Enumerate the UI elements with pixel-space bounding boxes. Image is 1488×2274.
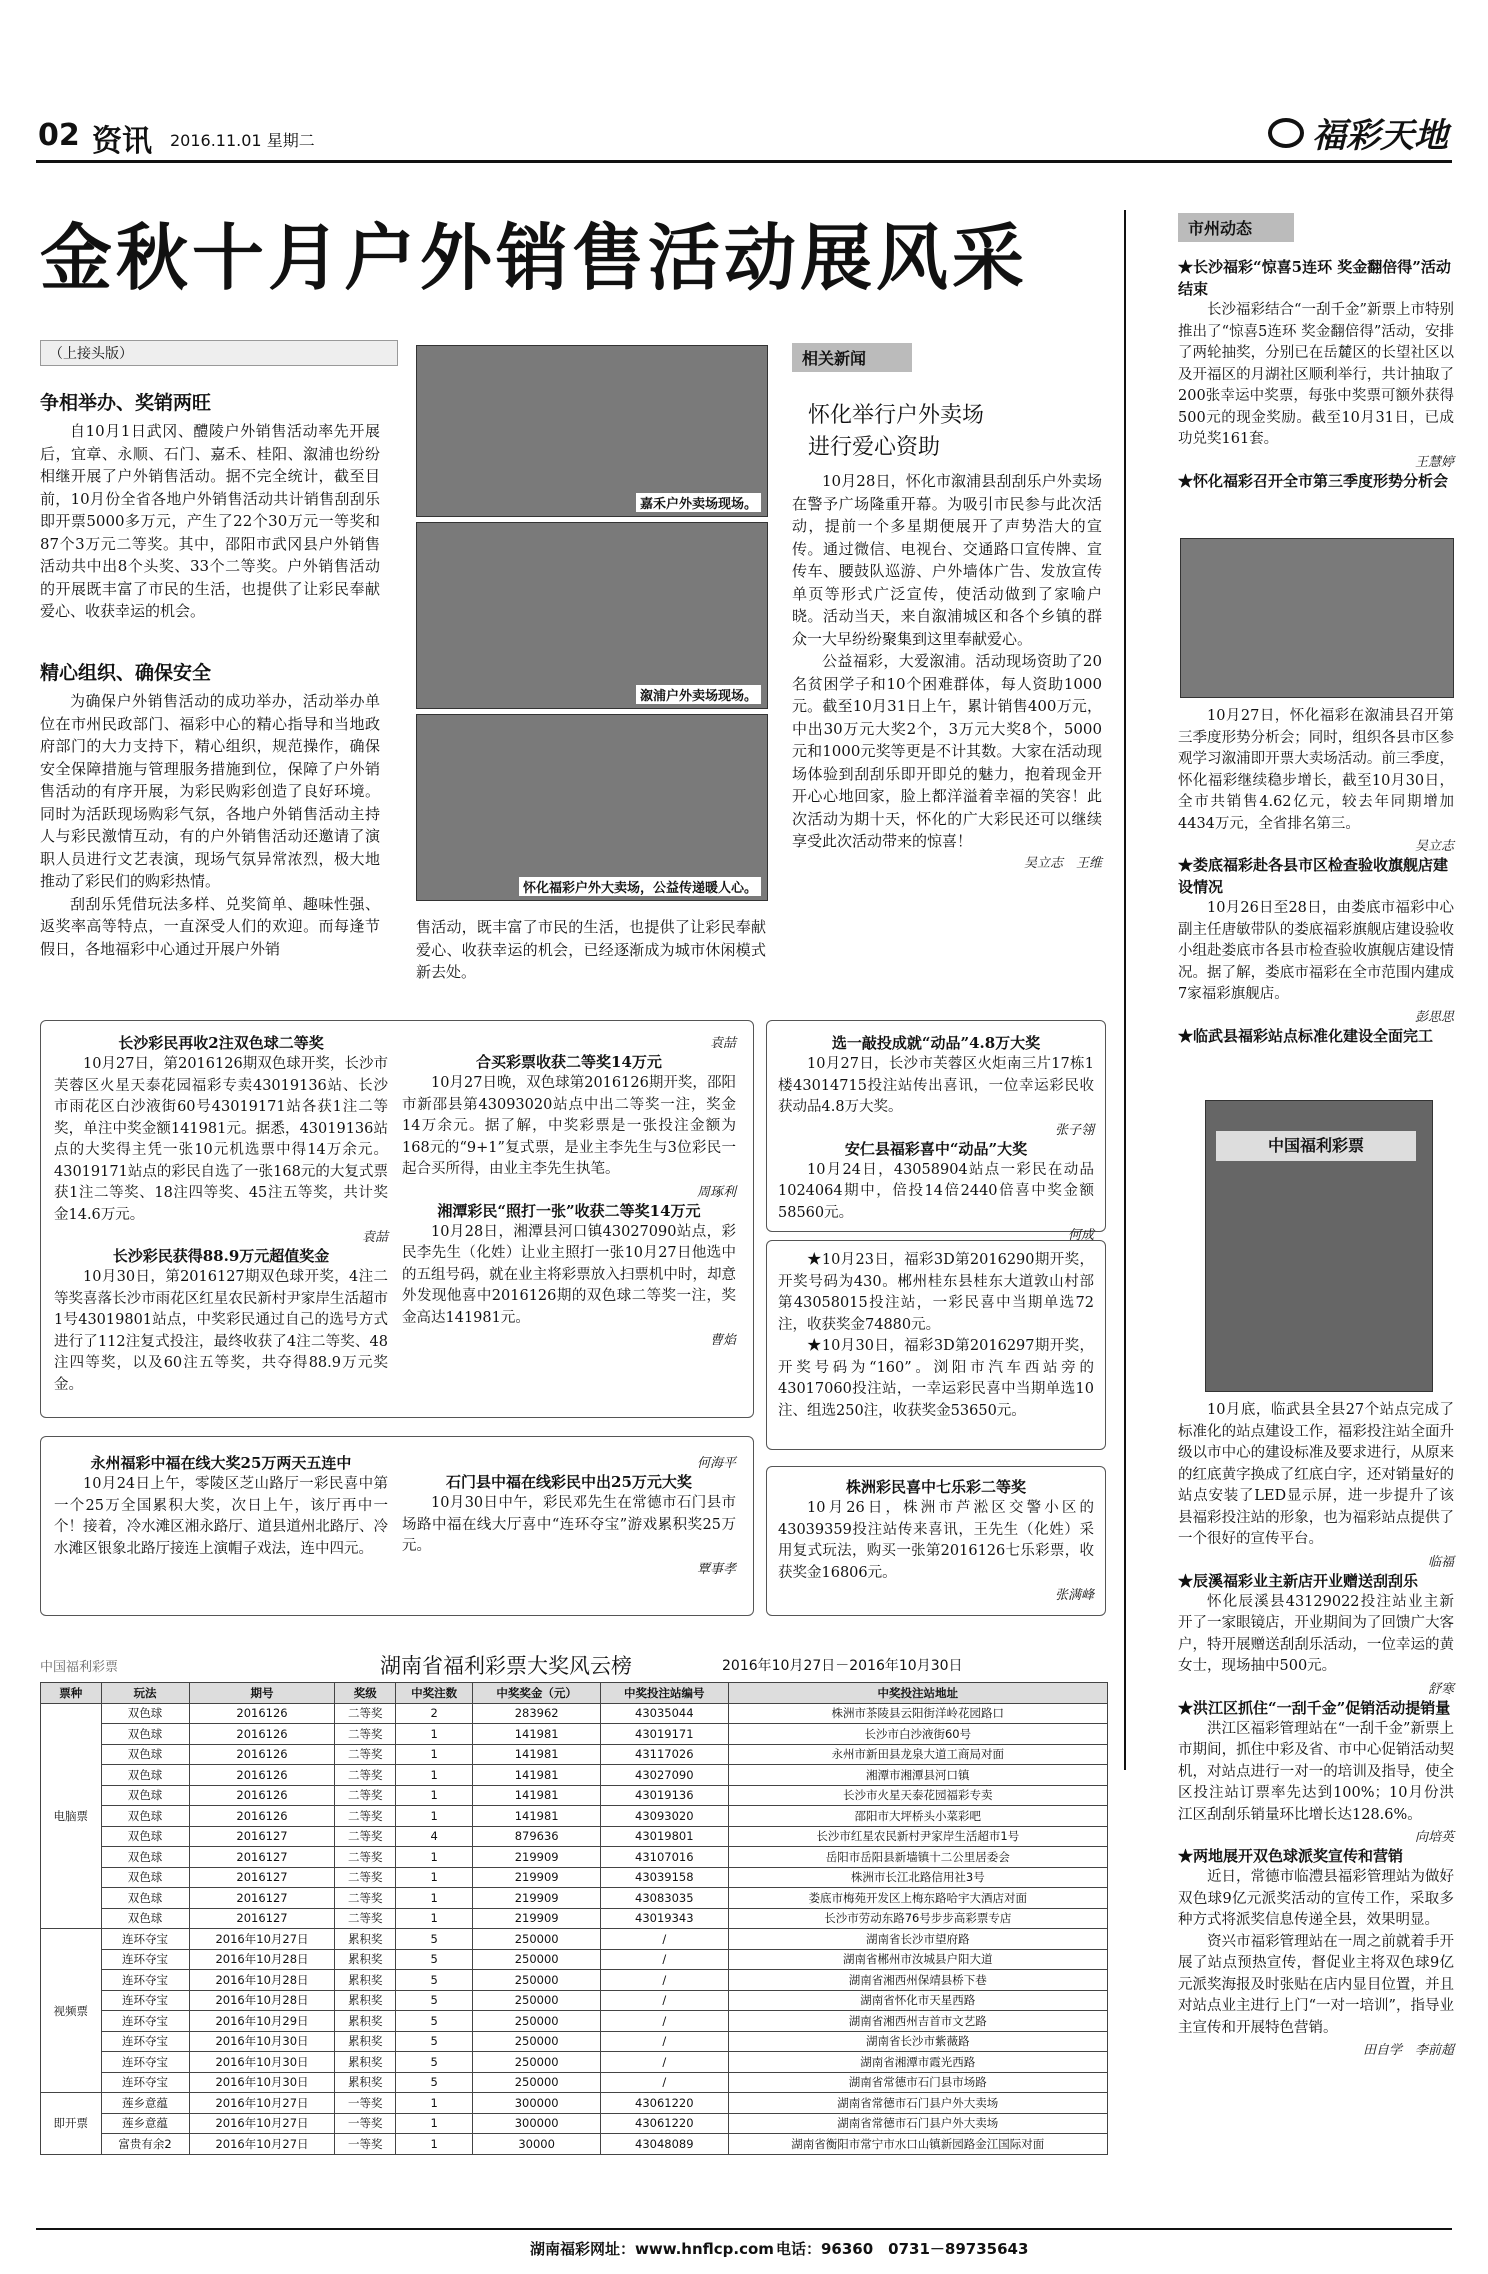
lottery-table — [40, 1682, 1108, 2155]
table-cell: / — [600, 2011, 728, 2032]
column-divider — [1124, 210, 1126, 1770]
table-cell: 双色球 — [101, 1785, 189, 1806]
table-row — [41, 1929, 1108, 1950]
table-cell: 富贵有余2 — [101, 2134, 189, 2155]
table-cell: 5 — [396, 1990, 473, 2011]
table-row — [41, 1826, 1108, 1847]
table-header-cell: 玩法 — [101, 1683, 189, 1704]
table-cell: 5 — [396, 1970, 473, 1991]
table-cell: 5 — [396, 2031, 473, 2052]
continued-tag: （上接头版） — [40, 340, 398, 366]
table-cell: 2016年10月30日 — [189, 2072, 335, 2093]
table-cell: 1 — [396, 2113, 473, 2134]
table-cell: 二等奖 — [335, 1826, 396, 1847]
news-3d-body: ★10月23日，福彩3D第2016290期开奖，开奖号码为430。郴州桂东县桂东大道敦山村部第43058015投注站，一彩民喜中当期单选72注，收获奖金74880元。 ★10月30日，福彩3D第2016297期开奖，开奖号码为“160”。浏阳市汽车西站旁的43017060投注站，一幸运彩民喜中当期单选10注、组选250注，收获奖金53650元。 — [778, 1252, 1094, 1419]
ticket-type-cell: 即开票 — [41, 2093, 102, 2155]
lead-subhead-2: 精心组织、确保安全 — [40, 662, 212, 684]
table-cell: 累积奖 — [335, 2052, 396, 2073]
table-cell: 双色球 — [101, 1847, 189, 1868]
table-header-cell: 中奖注数 — [396, 1683, 473, 1704]
table-row — [41, 2134, 1108, 2155]
table-row — [41, 2113, 1108, 2134]
table-cell: 一等奖 — [335, 2093, 396, 2114]
table-cell: 长沙市白沙液街60号 — [728, 1724, 1107, 1745]
news-left-col2: 袁喆 合买彩票收获二等奖14万元 10月27日晚，双色球第2016126期开奖，邵阳市新邵县第43093020站点中出二等奖一注，奖金14万余元。据了解，中奖彩票是一张投注金额为168元的“9+1”复式票，是业主李先生与3位彩民一起合买所得，由业主李先生执笔。 周琢利 湘潭彩民“照打一张”收获二等奖14万元 10月28日，湘潭县河口镇43027090站点，彩民李先生（化姓）让业主照打一张10月27日他选中的五组号码，就在业主将彩票放入扫票机中时，却意外发现他喜中2016126期的双色球二等奖一注，奖金高达141981元。 曹焰 — [402, 1036, 736, 1348]
table-cell: 湖南省湘潭市霞光西路 — [728, 2052, 1107, 2073]
table-cell: 2016年10月27日 — [189, 1929, 335, 1950]
table-cell: 43061220 — [600, 2113, 728, 2134]
lead-subhead-1: 争相举办、奖销两旺 — [40, 392, 212, 414]
table-cell: / — [600, 2052, 728, 2073]
news-bottom-col1: 永州福彩中福在线大奖25万两天五连中 10月24日上午，零陵区芝山路厅一彩民喜中第一个25万全国累积大奖，次日上午，该厅再中一个！接着，冷水滩区湘永路厅、道县道州北路厅、冷水滩区银象北路厅接连上演帽子戏法，连中四元。 — [54, 1454, 388, 1557]
table-cell: 2016126 — [189, 1765, 335, 1786]
table-cell: 双色球 — [101, 1724, 189, 1745]
table-cell: 43019136 — [600, 1785, 728, 1806]
table-cell: 1 — [396, 1908, 473, 1929]
table-row — [41, 1724, 1108, 1745]
table-cell: 1 — [396, 2134, 473, 2155]
table-row — [41, 2072, 1108, 2093]
table-cell: / — [600, 1970, 728, 1991]
table-cell: 湖南省衡阳市常宁市水口山镇新园路金江国际对面 — [728, 2134, 1107, 2155]
table-cell: 43039158 — [600, 1867, 728, 1888]
table-cell: 1 — [396, 1744, 473, 1765]
table-cell: 219909 — [473, 1908, 601, 1929]
table-row — [41, 1703, 1108, 1724]
table-cell: 湖南省常德市石门县户外大卖场 — [728, 2113, 1107, 2134]
table-cell: 双色球 — [101, 1826, 189, 1847]
table-cell: 长沙市红星农民新村尹家岸生活超市1号 — [728, 1826, 1107, 1847]
table-cell: 连环夺宝 — [101, 2052, 189, 2073]
table-cell: 43019801 — [600, 1826, 728, 1847]
table-row — [41, 1765, 1108, 1786]
sidebar-block-3: 10月底，临武县全县27个站点完成了标准化的站点建设工作，福彩投注站全面升级以市中心的建设标准及要求进行，从原来的红底黄字换成了红底白字，还对销量好的站点安装了LED显示屏，进一步提升了该县福彩投注站的形象，也为福彩站点提供了一个很好的宣传平台。 临福 ★辰溪福彩业主新店开业赠送刮刮乐 怀化辰溪县43129022投注站业主新开了一家眼镜店，开业期间为了回馈广大客户，特开展赠送刮刮乐活动，一位幸运的黄女士，现场抽中500元。 舒寒 ★洪江区抓住“一刮千金”促销活动提销量 洪江区福彩管理站在“一刮千金”新票上市期间，抓住中彩及省、市中心促销活动契机，对站点进行一对一的培训及指导，使全区投注站订票率先达到100%；10月份洪江区刮刮乐销量环比增长达128.6%。 向培英 ★两地展开双色球派奖宣传和营销 近日，常德市临澧县福彩管理站为做好双色球9亿元派奖活动的宣传工作，采取多种方式将派奖信息传递全县，效果明显。 资兴市福彩管理站在一周之前就着手开展了站点预热宣传，督促业主将双色球9亿元派奖海报及时张贴在店内显目位置，并且对站点业主进行上门“一对一培训”，指导业主宣传和开展特色营销。 田自学 李前超 — [1178, 1402, 1454, 2058]
table-header-cell: 奖级 — [335, 1683, 396, 1704]
table-cell: 2016126 — [189, 1703, 335, 1724]
photo-meeting — [1180, 538, 1454, 698]
table-cell: / — [600, 1949, 728, 1970]
ticket-type-cell: 视频票 — [41, 1929, 102, 2093]
table-cell: 141981 — [473, 1785, 601, 1806]
table-cell: 二等奖 — [335, 1908, 396, 1929]
table-cell: 219909 — [473, 1888, 601, 1909]
table-row — [41, 1990, 1108, 2011]
table-cell: 2016年10月28日 — [189, 1970, 335, 1991]
table-row — [41, 1970, 1108, 1991]
table-cell: 湖南省常德市石门县户外大卖场 — [728, 2093, 1107, 2114]
sidebar-block-2: 10月27日，怀化福彩在溆浦县召开第三季度形势分析会；同时，组织各县市区参观学习溆浦即开票大卖场活动。前三季度，怀化福彩继续稳步增长，截至10月30日，全市共销售4.62亿元，较去年同期增加4434万元，全省排名第三。 吴立志 ★娄底福彩赴各县市区检查验收旗舰店建设情况 10月26日至28日，由娄底市福彩中心副主任唐敏带队的娄底福彩旗舰店建设验收小组赴娄底市各县市检查验收旗舰店建设情况。据了解，娄底市福彩在全市范围内建成7家福彩旗舰店。 彭思思 ★临武县福彩站点标准化建设全面完工 — [1178, 708, 1454, 1045]
table-cell: 5 — [396, 1949, 473, 1970]
table-cell: 连环夺宝 — [101, 2072, 189, 2093]
table-cell: 二等奖 — [335, 1724, 396, 1745]
table-cell: 2016年10月27日 — [189, 2093, 335, 2114]
table-cell: 1 — [396, 1888, 473, 1909]
table-cell: 2016年10月30日 — [189, 2052, 335, 2073]
table-cell: / — [600, 1929, 728, 1950]
table-cell: 141981 — [473, 1765, 601, 1786]
table-row — [41, 1744, 1108, 1765]
table-cell: 双色球 — [101, 1806, 189, 1827]
table-cell: 2016127 — [189, 1826, 335, 1847]
table-cell: 双色球 — [101, 1744, 189, 1765]
table-cell: / — [600, 1990, 728, 2011]
table-cell: 141981 — [473, 1724, 601, 1745]
table-row — [41, 1785, 1108, 1806]
table-cell: 43019171 — [600, 1724, 728, 1745]
table-cell: 湘潭市湘潭县河口镇 — [728, 1765, 1107, 1786]
table-cell: 二等奖 — [335, 1765, 396, 1786]
table-header-cell: 中奖投注站地址 — [728, 1683, 1107, 1704]
table-cell: 累积奖 — [335, 1990, 396, 2011]
table-cell: 5 — [396, 2011, 473, 2032]
table-row — [41, 2093, 1108, 2114]
table-cell: 43117026 — [600, 1744, 728, 1765]
photo-jiahe — [416, 345, 768, 517]
table-cell: 二等奖 — [335, 1867, 396, 1888]
table-cell: 43035044 — [600, 1703, 728, 1724]
logo-text: 福彩天地 — [1312, 116, 1448, 156]
table-cell: 5 — [396, 1929, 473, 1950]
table-cell: 累积奖 — [335, 2072, 396, 2093]
table-row — [41, 1908, 1108, 1929]
sidebar-block-1: ★长沙福彩“惊喜5连环 奖金翻倍得”活动结束 长沙福彩结合“一刮千金”新票上市特别推出了“惊喜5连环 奖金翻倍得”活动，安排了两轮抽奖，分别已在岳麓区的长望社区以及开福区的月湖社区顺利举行，共计抽取了200张幸运中奖票，每张中奖票可额外获得500元的现金奖励。截至10月31日，已成功兑奖161套。 王慧婷 ★怀化福彩召开全市第三季度形势分析会 — [1178, 258, 1454, 490]
table-cell: 双色球 — [101, 1867, 189, 1888]
table-cell: 43061220 — [600, 2093, 728, 2114]
section-title: 资讯 — [92, 124, 152, 159]
photo-caption: 嘉禾户外卖场现场。 — [636, 493, 761, 512]
table-cell: 2016年10月27日 — [189, 2134, 335, 2155]
table-cell: / — [600, 2031, 728, 2052]
table-logo: 中国福利彩票 — [40, 1659, 119, 1675]
table-cell: 2016126 — [189, 1744, 335, 1765]
table-cell: 莲乡意蕴 — [101, 2113, 189, 2134]
table-row — [41, 2011, 1108, 2032]
table-cell: 43083035 — [600, 1888, 728, 1909]
table-cell: 43107016 — [600, 1847, 728, 1868]
table-cell: 4 — [396, 1826, 473, 1847]
table-cell: 2 — [396, 1703, 473, 1724]
page-number: 02 — [38, 118, 80, 153]
table-cell: 250000 — [473, 1970, 601, 1991]
table-cell: 300000 — [473, 2113, 601, 2134]
table-cell: 二等奖 — [335, 1785, 396, 1806]
table-cell: 长沙市劳动东路76号步步高彩票专店 — [728, 1908, 1107, 1929]
table-cell: 连环夺宝 — [101, 2011, 189, 2032]
table-cell: 300000 — [473, 2093, 601, 2114]
header-rule — [36, 160, 1452, 163]
table-cell: 湖南省湘西州保靖县桥下巷 — [728, 1970, 1107, 1991]
table-cell: 莲乡意蕴 — [101, 2093, 189, 2114]
table-cell: 连环夺宝 — [101, 2031, 189, 2052]
masthead-logo — [1268, 108, 1448, 157]
table-cell: 二等奖 — [335, 1888, 396, 1909]
table-cell: 双色球 — [101, 1703, 189, 1724]
table-cell: 250000 — [473, 2031, 601, 2052]
table-cell: 二等奖 — [335, 1847, 396, 1868]
table-cell: 连环夺宝 — [101, 1929, 189, 1950]
headline: 金秋十月户外销售活动展风采 — [40, 215, 1029, 300]
table-cell: 连环夺宝 — [101, 1949, 189, 1970]
table-cell: 2016126 — [189, 1785, 335, 1806]
table-cell: 2016年10月28日 — [189, 1949, 335, 1970]
table-cell: 283962 — [473, 1703, 601, 1724]
table-row — [41, 1847, 1108, 1868]
table-cell: 株洲市茶陵县云阳街洋岭花园路口 — [728, 1703, 1107, 1724]
table-cell: 湖南省郴州市汝城县户阳大道 — [728, 1949, 1107, 1970]
lead-para-4: 售活动，既丰富了市民的生活，也提供了让彩民奉献爱心、收获幸运的机会，已经逐渐成为城市休闲模式新去处。 — [416, 918, 766, 981]
table-cell: 1 — [396, 1724, 473, 1745]
ticket-type-cell: 电脑票 — [41, 1703, 102, 1929]
table-cell: 永州市新田县龙泉大道工商局对面 — [728, 1744, 1107, 1765]
table-cell: 2016127 — [189, 1867, 335, 1888]
table-cell: 2016127 — [189, 1847, 335, 1868]
table-cell: 湖南省湘西州吉首市文艺路 — [728, 2011, 1107, 2032]
news-left-col1: 长沙彩民再收2注双色球二等奖 10月27日，第2016126期双色球开奖，长沙市芙蓉区火星天泰花园福彩专卖43019136站、长沙市雨花区白沙液街60号43019171站各获1注二等奖，单注中奖金额141981元。据悉，43019136站点的大奖得主凭一张10元机选票中得14万余元。43019171站点的彩民自选了一张168元的大复式票获1注二等奖、18注四等奖、45注五等奖，共计奖金14.6万元。 袁喆 长沙彩民获得88.9万元超值奖金 10月30日，第2016127期双色球开奖，4注二等奖喜落长沙市雨花区红星农民新村尹家岸生活超市1号43019801站点，中奖彩民通过自己的选号方式进行了112注复式投注，最终收获了4注二等奖、48注四等奖，以及60注五等奖，共夺得88.9万元奖金。 — [54, 1034, 388, 1393]
table-cell: 250000 — [473, 1929, 601, 1950]
table-cell: 株洲市长江北路信用社3号 — [728, 1867, 1107, 1888]
table-date-range: 2016年10月27日－2016年10月30日 — [722, 1658, 963, 1674]
table-cell: 1 — [396, 1867, 473, 1888]
table-cell: 湖南省常德市石门县市场路 — [728, 2072, 1107, 2093]
table-cell: 141981 — [473, 1744, 601, 1765]
table-cell: 湖南省怀化市天星西路 — [728, 1990, 1107, 2011]
footer-site: 湖南福彩网址：www.hnflcp.com — [530, 2240, 774, 2258]
table-header-bar — [40, 1648, 1108, 1682]
table-cell: 141981 — [473, 1806, 601, 1827]
table-cell: 250000 — [473, 1990, 601, 2011]
table-cell: 1 — [396, 1847, 473, 1868]
table-cell: 219909 — [473, 1847, 601, 1868]
table-cell: 双色球 — [101, 1765, 189, 1786]
table-cell: 2016126 — [189, 1724, 335, 1745]
issue-date: 2016.11.01 星期二 — [170, 131, 315, 150]
table-cell: 累积奖 — [335, 1970, 396, 1991]
photo-huaihua — [416, 714, 768, 901]
table-cell: 二等奖 — [335, 1806, 396, 1827]
table-cell: / — [600, 2072, 728, 2093]
table-cell: 1 — [396, 1806, 473, 1827]
table-cell: 2016127 — [189, 1888, 335, 1909]
table-cell: 43093020 — [600, 1806, 728, 1827]
table-header-cell: 票种 — [41, 1683, 102, 1704]
news-zhuzhou-body: 株洲彩民喜中七乐彩二等奖 10月26日，株洲市芦淞区交警小区的43039359投注站传来喜讯，王先生（化姓）采用复式玩法，购买一张第2016126七乐彩票，收获奖金16806元。 张满峰 — [778, 1478, 1094, 1603]
table-cell: 1 — [396, 1765, 473, 1786]
table-cell: 250000 — [473, 2052, 601, 2073]
lottery-table-section — [40, 1648, 1108, 2155]
table-cell: 2016年10月28日 — [189, 1990, 335, 2011]
table-row — [41, 2031, 1108, 2052]
table-cell: 250000 — [473, 2072, 601, 2093]
table-cell: 250000 — [473, 1949, 601, 1970]
news-right-body: 选一敲投成就“动品”4.8万大奖 10月27日，长沙市芙蓉区火炬南三片17栋1楼43014715投注站传出喜讯，一位幸运彩民收获动品4.8万大奖。 张子翎 安仁县福彩喜中“动品”大奖 10月24日，43058904站点一彩民在动品1024064期中，倍投14倍2440倍喜中奖金额58560元。 何成 — [778, 1034, 1094, 1243]
table-cell: 2016年10月29日 — [189, 2011, 335, 2032]
news-bottom-col2: 何海平 石门县中福在线彩民中出25万元大奖 10月30日中午，彩民邓先生在常德市石门县市场路中福在线大厅喜中“连环夺宝”游戏累积奖25万元。 覃事孝 — [402, 1456, 736, 1577]
table-cell: 2016126 — [189, 1806, 335, 1827]
footer-phone: 电话：96360 0731－89735643 — [776, 2240, 1029, 2258]
table-cell: 长沙市火星天泰花园福彩专卖 — [728, 1785, 1107, 1806]
table-cell: 邵阳市大坪桥头小菜彩吧 — [728, 1806, 1107, 1827]
table-cell: 娄底市梅苑开发区上梅东路哈宇大酒店对面 — [728, 1888, 1107, 1909]
table-cell: 2016127 — [189, 1908, 335, 1929]
table-cell: 43048089 — [600, 2134, 728, 2155]
table-cell: 累积奖 — [335, 2031, 396, 2052]
table-cell: 一等奖 — [335, 2134, 396, 2155]
photo-storefront — [1205, 1100, 1433, 1392]
table-cell: 2016年10月27日 — [189, 2113, 335, 2134]
table-row — [41, 1867, 1108, 1888]
lead-para-2: 为确保户外销售活动的成功举办，活动举办单位在市州民政部门、福彩中心的精心指导和当地政府部门的大力支持下，精心组织，规范操作，确保安全保障措施与管理服务措施到位，保障了户外销售活动的有序开展，为彩民购彩创造了良好环境。同时为活跃现场购彩气氛，各地户外销售活动主持人与彩民激情互动，有的户外销售活动还邀请了演职人员进行文艺表演，现场气氛异常浓烈，极大地推动了彩民们的购彩热情。 刮刮乐凭借玩法多样、兑奖简单、趣味性强、返奖率高等特点，一直深受人们的欢迎。而每逢节假日，各地福彩中心通过开展户外销 — [40, 692, 380, 958]
table-cell: 累积奖 — [335, 2011, 396, 2032]
table-cell: 219909 — [473, 1867, 601, 1888]
lead-para-1: 自10月1日武冈、醴陵户外销售活动率先开展后，宜章、永顺、石门、嘉禾、桂阳、溆浦也纷纷相继开展了户外销售活动。据不完全统计，截至目前，10月份全省各地户外销售活动共计销售刮刮乐即开票5000多万元，产生了22个30万元一等奖和87个3万元二等奖。其中，邵阳市武冈县户外销售活动共中出8个头奖、33个二等奖。户外销售活动的开展既丰富了市民的生活，也提供了让彩民奉献爱心、收获幸运的机会。 — [40, 422, 380, 620]
table-header-cell: 中奖奖金（元） — [473, 1683, 601, 1704]
table-cell: 879636 — [473, 1826, 601, 1847]
table-cell: 43027090 — [600, 1765, 728, 1786]
table-cell: 累积奖 — [335, 1949, 396, 1970]
table-cell: 湖南省长沙市紫薇路 — [728, 2031, 1107, 2052]
store-sign: 中国福利彩票 — [1216, 1131, 1416, 1161]
table-cell: 岳阳市岳阳县新墙镇十二公里居委会 — [728, 1847, 1107, 1868]
table-cell: 二等奖 — [335, 1703, 396, 1724]
table-cell: 双色球 — [101, 1908, 189, 1929]
table-cell: 一等奖 — [335, 2113, 396, 2134]
table-cell: 250000 — [473, 2011, 601, 2032]
table-cell: 30000 — [473, 2134, 601, 2155]
table-row — [41, 1949, 1108, 1970]
table-header-cell: 期号 — [189, 1683, 335, 1704]
photo-caption: 怀化福彩户外大卖场，公益传递暖人心。 — [519, 877, 761, 896]
table-cell: 43019343 — [600, 1908, 728, 1929]
table-row — [41, 2052, 1108, 2073]
table-cell: 2016年10月30日 — [189, 2031, 335, 2052]
related-news-tag: 相关新闻 — [792, 343, 912, 372]
table-row — [41, 1806, 1108, 1827]
fucai-logo-icon — [1268, 118, 1304, 148]
table-cell: 双色球 — [101, 1888, 189, 1909]
table-cell: 5 — [396, 2072, 473, 2093]
table-cell: 累积奖 — [335, 1929, 396, 1950]
footer-rule — [36, 2228, 1452, 2230]
related-body: 10月28日，怀化市溆浦县刮刮乐户外卖场在警予广场隆重开幕。为吸引市民参与此次活动，提前一个多星期便展开了声势浩大的宣传。通过微信、电视台、交通路口宣传牌、宣传车、腰鼓队巡游、户外墙体广告、发放宣传单页等形式广泛宣传，使活动做到了家喻户晓。活动当天，来自溆浦城区和各个乡镇的群众一大早纷纷聚集到这里奉献爱心。 公益福彩，大爱溆浦。活动现场资助了20名贫困学子和10个困难群体，每人资助1000元。截至10月31日上午，累计销售400万元，中出30万元大奖2个，3万元大奖8个，5000元和1000元奖等更是不计其数。大家在活动现场体验到刮刮乐即开即兑的魅力，抱着现金开开心心地回家，脸上都洋溢着幸福的笑容！此次活动为期十天，怀化的广大彩民还可以继续享受此次活动带来的惊喜！ 吴立志 王维 — [792, 472, 1102, 871]
table-cell: 连环夺宝 — [101, 1990, 189, 2011]
table-row — [41, 1888, 1108, 1909]
table-cell: 湖南省长沙市望府路 — [728, 1929, 1107, 1950]
table-cell: 二等奖 — [335, 1744, 396, 1765]
table-title: 湖南省福利彩票大奖风云榜 — [380, 1654, 632, 1678]
table-cell: 1 — [396, 1785, 473, 1806]
photo-caption: 溆浦户外卖场现场。 — [636, 685, 761, 704]
table-cell: 连环夺宝 — [101, 1970, 189, 1991]
related-title: 怀化举行户外卖场 进行爱心资助 — [808, 403, 985, 460]
photo-xupu — [416, 522, 768, 709]
sidebar-tag: 市州动态 — [1178, 213, 1294, 242]
table-cell: 5 — [396, 2052, 473, 2073]
table-cell: 1 — [396, 2093, 473, 2114]
table-header-cell: 中奖投注站编号 — [600, 1683, 728, 1704]
